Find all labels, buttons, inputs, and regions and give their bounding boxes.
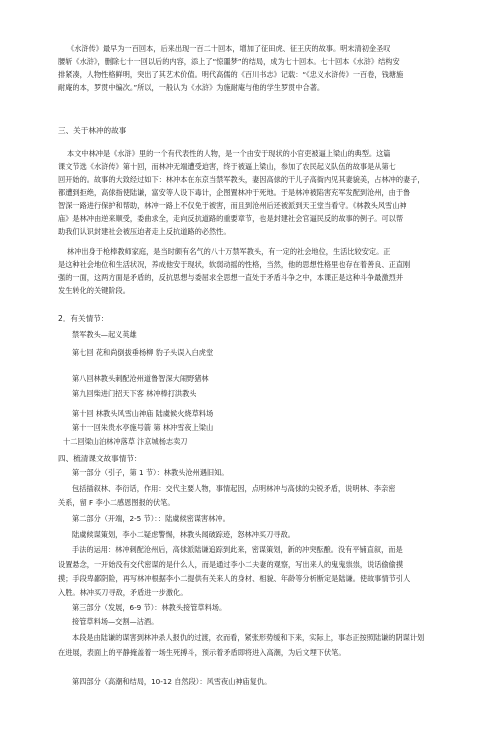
plot-item: 第八回林教头刺配沧州道鲁智深大闹野猪林 bbox=[72, 374, 209, 383]
para-line: 是这种社会地位和生活状况，养成他安于现状，软弱动摇的性格，当然，他的思想性格里也存在着善良、正直刚 bbox=[58, 260, 411, 269]
part-line: 入胜。林冲买刀寻敌，矛盾进一步激化。 bbox=[58, 588, 188, 597]
plot-item: 禁军教头—起义英雄 bbox=[72, 330, 137, 339]
para-line: 智深一路进行保护和帮助，林冲一路上不仅免于被害，而且到沧州后还被派到天王堂当看守。《林教头风雪山神 bbox=[58, 201, 407, 210]
intro-line: 腰斩《水浒》，删除七十一回以后的内容，添上了“惊噩梦”的结局，成为七十回本。七十回本《水浒》结构安 bbox=[58, 57, 400, 66]
para-line: 回开始的。故事的大致经过如下：林冲本在东京当禁军教头，妻因高俅的干儿子高衙内见其妻貌美，占林冲的妻子， bbox=[58, 175, 425, 184]
para-line: 庙》是林冲由逆来顺受，委曲求全，走向反抗道路的重要章节，也是封建社会官逼民反的故事的例子。可以帮 bbox=[58, 214, 404, 223]
plot-item: 第十回 林教头风雪山神庙 陆虞候火烧草料场 bbox=[72, 409, 214, 418]
para-line: 课文节选《水浒传》第十回，而林冲无端遭受迫害，终于被逼上梁山，参加了农民起义队伍的故事是从第七 bbox=[58, 162, 396, 171]
part-line: 摸；手段卑鄙阴险，再写林冲根据李小二提供有关来人的身材、相貌、年龄等分析断定是陆谦。使故事情节引人 bbox=[58, 574, 411, 583]
section-heading: 三、关于林冲的故事 bbox=[58, 126, 127, 135]
para-line: 强的一面，这两方面是矛盾的，反抗思想与委屈求全思想一直处于矛盾斗争之中，本课正是这种斗争最激烈并 bbox=[58, 273, 404, 282]
plot-item: 第十一回朱贵水亭施号箭 第 林冲雪夜上梁山 bbox=[72, 423, 214, 432]
section-heading: 四、梳清课文故事情节： bbox=[58, 454, 142, 463]
part-line: 第四部分（高潮和结局，10-12 自然段）：风雪夜山神庙复仇。 bbox=[72, 677, 272, 686]
part-line: 在进展，表面上的平静掩盖着一场生死搏斗，预示着矛盾即将进入高潮，为后文埋下伏笔。 bbox=[58, 648, 346, 657]
part-line: 接管草料场—交割—沽酒。 bbox=[72, 617, 159, 626]
plot-item: 十二回梁山泊林冲落草 汴京城杨志卖刀 bbox=[63, 437, 188, 446]
para-line: 本文中林冲是《水浒》里的一个有代表性的人物，是一个由安于现状的小官吏被逼上梁山的典型。这篇 bbox=[67, 149, 391, 158]
part-line: 陆虞候谋策划，李小二疑虑警惕，林教头闻破踪迹，怒林冲买刀寻敌。 bbox=[72, 530, 295, 539]
plot-item: 第九回柴进门招天下客 林冲棒打洪教头 bbox=[72, 389, 197, 398]
para-line: 发生转化的关键阶段。 bbox=[58, 286, 130, 295]
part-line: 关系，留 F 李小二感恩图报的伏笔。 bbox=[58, 498, 175, 507]
plot-item: 第七回 花和尚倒拔垂杨柳 豹子头误入白虎堂 bbox=[72, 348, 214, 357]
para-line: 助我们认识封建社会被压迫者走上反抗道路的必然性。 bbox=[58, 227, 231, 236]
para-line: 林冲出身于枪棒教师家庭，是当时颇有名气的八十万禁军教头，有一定的社会地位，生活比较安定。正 bbox=[67, 247, 391, 256]
intro-line: 《水浒传》最早为一百回本，后来出现一百二十回本，增加了征田虎、征王庆的故事。明末清初金圣叹 bbox=[67, 44, 391, 53]
para-line: 都遭到拒绝，高俅指使陆谦，富安等人设下毒计，企图置林冲于死地。于是林冲被陷害充军发配到沧州，由于鲁 bbox=[58, 188, 411, 197]
part-line: 第三部分（发展，6-9 节）：林教头接管草料场。 bbox=[72, 603, 227, 612]
part-line: 包括插叙林、李衍话，作用：交代主要人物，事情起因，点明林冲与高俅的尖锐矛盾，说明林、李亲密 bbox=[72, 484, 396, 493]
part-line: 第一部分（引子，第 1 节）：林教头沧州遇旧知。 bbox=[72, 468, 229, 477]
plot-heading: 2．有关情节： bbox=[58, 314, 109, 323]
intro-line: 排紧凑，人物性格鲜明，突出了其艺术价值。明代高儒的《百川书志》记载：“《忠义水浒传》一百卷，钱塘施 bbox=[58, 70, 404, 79]
intro-line: 耐庵的本，罗贯中编次。”所以，一般认为《水浒》为施耐庵与他的学生罗贯中合著。 bbox=[58, 83, 325, 92]
part-line: 本段是由陆谦的谋害到林冲杀人报仇的过渡，衣而看，紧张形势缓和下来，实际上，事态正按照陆谦的阴谋计划 bbox=[72, 633, 425, 642]
part-line: 设置悬念，一开始没有交代密谋的是什么人，而是通过李小二夫妻的观察，写出来人的鬼鬼祟祟，说话偷偷摸 bbox=[58, 560, 404, 569]
part-line: 手法的运用：林冲刺配沧州后，高俅派陆谦追踪到此来，密谋策划，新的冲突酝酿。没有平铺直叙，而是 bbox=[72, 545, 403, 554]
part-line: 第二部分（开端，2-5 节）：：陆虞候密谋害林冲。 bbox=[72, 514, 230, 523]
